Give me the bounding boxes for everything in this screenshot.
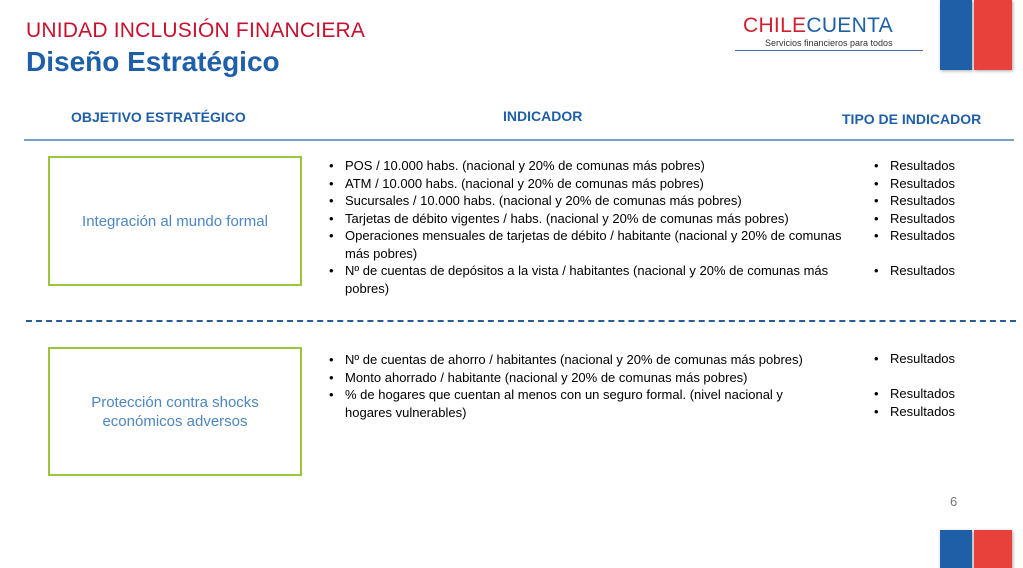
indicator-item: • Monto ahorrado / habitante (nacional y 20% de comunas más pobres) [325,369,815,387]
type-item: • Resultados [870,262,1000,280]
flag-decoration-top [940,0,1023,72]
logo-cuenta-text: CUENTA [806,14,893,37]
logo-wordmark [743,14,893,38]
column-header-objetivo: OBJETIVO ESTRATÉGICO [71,109,246,125]
indicator-item: • Tarjetas de débito vigentes / habs. (nacional y 20% de comunas más pobres) [325,210,845,228]
page-number: 6 [950,494,958,509]
indicator-item: • Nº de cuentas de ahorro / habitantes (nacional y 20% de comunas más pobres) [325,351,815,369]
type-list-1 [870,157,1000,280]
section-divider [26,320,1016,322]
unit-title: UNIDAD INCLUSIÓN FINANCIERA [26,19,366,42]
logo-chile-text: CHILE [743,14,807,37]
type-item: • Resultados [870,385,1000,403]
chilecuenta-logo [735,12,923,54]
objective-box-integracion [48,156,302,286]
column-header-tipo: TIPO DE INDICADOR [842,111,982,127]
flag-blue-stripe [940,530,972,568]
indicator-list-1 [325,157,845,297]
type-item: • Resultados [870,192,1000,210]
type-item: • Resultados [870,210,1000,228]
logo-tagline: Servicios financieros para todos [765,38,893,48]
type-list-2 [870,350,1000,420]
objective-box-proteccion [48,347,302,476]
indicator-item: • Nº de cuentas de depósitos a la vista / habitantes (nacional y 20% de comunas más pobres) [325,262,845,297]
type-item: • Resultados [870,403,1000,421]
type-item: • Resultados [870,350,1000,368]
indicator-list-2 [325,351,815,421]
objective-label: Protección contra shocks económicos adversos [91,393,259,430]
logo-underline [735,50,923,51]
indicator-item: • POS / 10.000 habs. (nacional y 20% de comunas más pobres) [325,157,845,175]
type-item: • Resultados [870,175,1000,193]
type-item: • Resultados [870,227,1000,245]
objective-label: Integración al mundo formal [82,212,268,230]
column-header-indicador: INDICADOR [503,108,583,124]
flag-decoration-bottom [940,528,1023,568]
flag-red-stripe [974,530,1012,568]
slide-title: Diseño Estratégico [26,46,280,77]
flag-red-stripe [974,0,1012,70]
flag-blue-stripe [940,0,972,70]
indicator-item: • % de hogares que cuentan al menos con un seguro formal. (nivel nacional y hogares vulnerables) [325,386,815,421]
indicator-item: • Sucursales / 10.000 habs. (nacional y 20% de comunas más pobres) [325,192,845,210]
type-item: • Resultados [870,157,1000,175]
indicator-item: • Operaciones mensuales de tarjetas de débito / habitante (nacional y 20% de comunas más pobres) [325,227,845,262]
header-divider [24,139,1014,141]
indicator-item: • ATM / 10.000 habs. (nacional y 20% de comunas más pobres) [325,175,845,193]
